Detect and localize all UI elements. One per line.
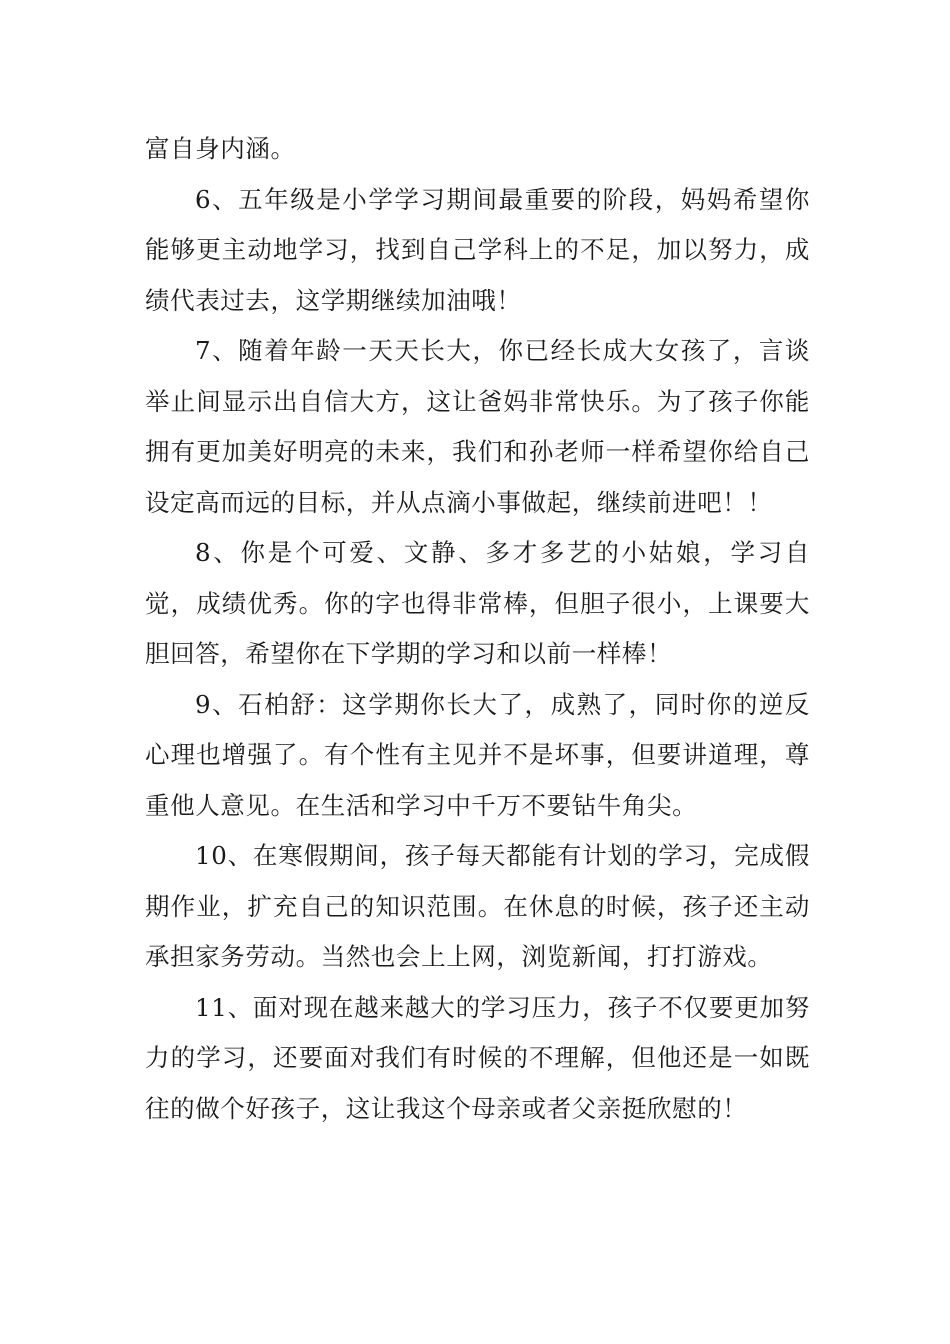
paragraph-6: 6、五年级是小学学习期间最重要的阶段，妈妈希望你能够更主动地学习，找到自己学科上的不足，加以努力，成绩代表过去，这学期继续加油哦！ [145,184,810,315]
paragraph-7: 7、随着年龄一天天长大，你已经长成大女孩了，言谈举止间显示出自信大方，这让爸妈非常快乐。为了孩子你能拥有更加美好明亮的未来，我们和孙老师一样希望你给自己设定高而远的目标，并从点滴小事做起，继续前进吧！！ [145,336,810,517]
paragraph-continued: 富自身内涵。 [145,134,296,163]
paragraph-10: 10、在寒假期间，孩子每天都能有计划的学习，完成假期作业，扩充自己的知识范围。在休息的时候，孩子还主动承担家务劳动。当然也会上上网，浏览新闻，打打游戏。 [145,841,810,971]
paragraph-8: 8、你是个可爱、文静、多才多艺的小姑娘，学习自觉，成绩优秀。你的字也得非常棒，但胆子很小，上课要大胆回答，希望你在下学期的学习和以前一样棒！ [145,538,810,668]
document-body [145,124,810,1134]
paragraph-9: 9、石柏舒：这学期你长大了，成熟了，同时你的逆反心理也增强了。有个性有主见并不是坏事，但要讲道理，尊重他人意见。在生活和学习中千万不要钻牛角尖。 [145,689,810,820]
paragraph-11: 11、面对现在越来越大的学习压力，孩子不仅要更加努力的学习，还要面对我们有时候的不理解，但他还是一如既往的做个好孩子，这让我这个母亲或者父亲挺欣慰的！ [145,992,810,1123]
